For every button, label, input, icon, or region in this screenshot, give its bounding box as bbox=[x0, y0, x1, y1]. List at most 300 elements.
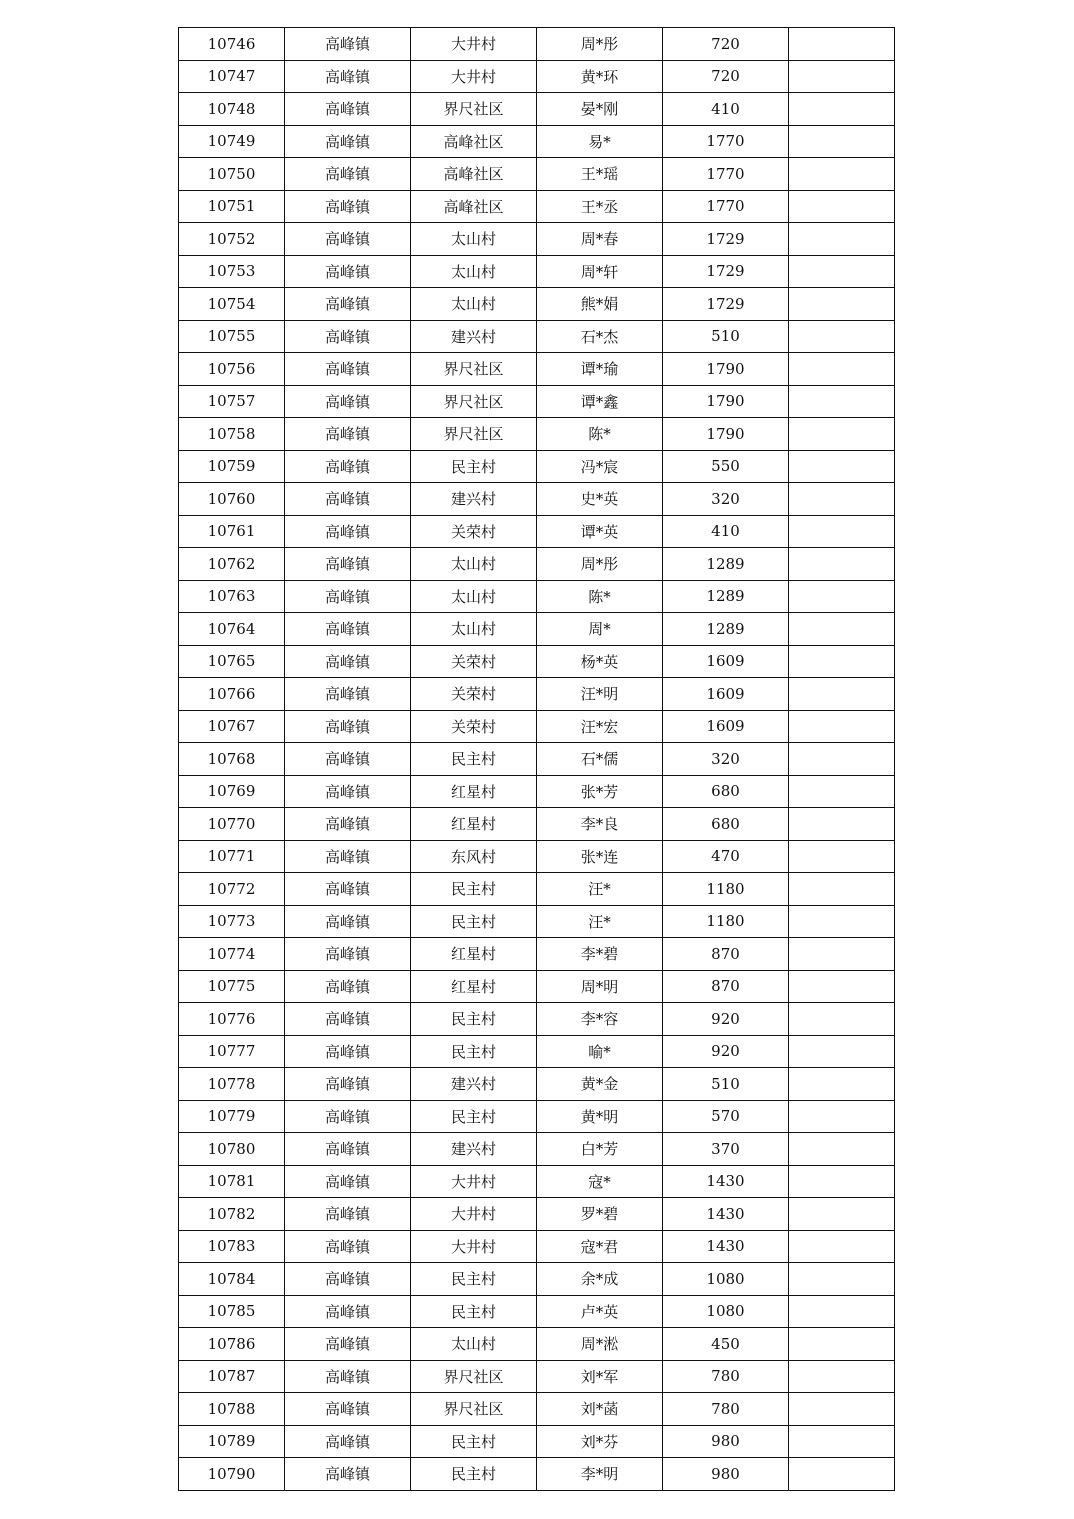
amount-cell: 370 bbox=[663, 1133, 789, 1166]
amount-cell: 1609 bbox=[663, 710, 789, 743]
town-cell: 高峰镇 bbox=[285, 190, 411, 223]
row-number-cell: 10775 bbox=[179, 970, 285, 1003]
remark-cell bbox=[789, 1133, 895, 1166]
name-cell: 石*杰 bbox=[537, 320, 663, 353]
amount-cell: 1729 bbox=[663, 255, 789, 288]
village-cell: 民主村 bbox=[411, 743, 537, 776]
name-cell: 陈* bbox=[537, 418, 663, 451]
row-number-cell: 10787 bbox=[179, 1360, 285, 1393]
village-cell: 高峰社区 bbox=[411, 125, 537, 158]
table-row bbox=[179, 418, 895, 451]
name-cell: 寇*君 bbox=[537, 1230, 663, 1263]
amount-cell: 780 bbox=[663, 1393, 789, 1426]
name-cell: 周*淞 bbox=[537, 1328, 663, 1361]
name-cell: 汪*明 bbox=[537, 678, 663, 711]
remark-cell bbox=[789, 1360, 895, 1393]
row-number-cell: 10772 bbox=[179, 873, 285, 906]
name-cell: 谭*鑫 bbox=[537, 385, 663, 418]
village-cell: 关荣村 bbox=[411, 515, 537, 548]
remark-cell bbox=[789, 905, 895, 938]
name-cell: 杨*英 bbox=[537, 645, 663, 678]
amount-cell: 1430 bbox=[663, 1165, 789, 1198]
amount-cell: 720 bbox=[663, 60, 789, 93]
amount-cell: 920 bbox=[663, 1003, 789, 1036]
name-cell: 卢*英 bbox=[537, 1295, 663, 1328]
table-row bbox=[179, 938, 895, 971]
amount-cell: 1729 bbox=[663, 288, 789, 321]
town-cell: 高峰镇 bbox=[285, 1295, 411, 1328]
village-cell: 民主村 bbox=[411, 1100, 537, 1133]
name-cell: 冯*宸 bbox=[537, 450, 663, 483]
table-row bbox=[179, 450, 895, 483]
amount-cell: 1770 bbox=[663, 125, 789, 158]
row-number-cell: 10760 bbox=[179, 483, 285, 516]
town-cell: 高峰镇 bbox=[285, 938, 411, 971]
table-row bbox=[179, 905, 895, 938]
name-cell: 黄*环 bbox=[537, 60, 663, 93]
town-cell: 高峰镇 bbox=[285, 1003, 411, 1036]
amount-cell: 1790 bbox=[663, 385, 789, 418]
village-cell: 太山村 bbox=[411, 613, 537, 646]
name-cell: 谭*英 bbox=[537, 515, 663, 548]
remark-cell bbox=[789, 28, 895, 61]
name-cell: 余*成 bbox=[537, 1263, 663, 1296]
village-cell: 红星村 bbox=[411, 775, 537, 808]
table-row bbox=[179, 1458, 895, 1491]
name-cell: 张*连 bbox=[537, 840, 663, 873]
village-cell: 太山村 bbox=[411, 255, 537, 288]
table-row bbox=[179, 1165, 895, 1198]
village-cell: 界尺社区 bbox=[411, 93, 537, 126]
town-cell: 高峰镇 bbox=[285, 353, 411, 386]
town-cell: 高峰镇 bbox=[285, 60, 411, 93]
remark-cell bbox=[789, 353, 895, 386]
table-row bbox=[179, 1068, 895, 1101]
town-cell: 高峰镇 bbox=[285, 515, 411, 548]
table-row bbox=[179, 190, 895, 223]
town-cell: 高峰镇 bbox=[285, 223, 411, 256]
table-row bbox=[179, 28, 895, 61]
table-row bbox=[179, 548, 895, 581]
row-number-cell: 10747 bbox=[179, 60, 285, 93]
table-row bbox=[179, 645, 895, 678]
table-row bbox=[179, 1133, 895, 1166]
row-number-cell: 10782 bbox=[179, 1198, 285, 1231]
row-number-cell: 10748 bbox=[179, 93, 285, 126]
remark-cell bbox=[789, 93, 895, 126]
table-row bbox=[179, 743, 895, 776]
table-row bbox=[179, 288, 895, 321]
remark-cell bbox=[789, 1035, 895, 1068]
town-cell: 高峰镇 bbox=[285, 645, 411, 678]
table-row bbox=[179, 808, 895, 841]
village-cell: 民主村 bbox=[411, 873, 537, 906]
row-number-cell: 10768 bbox=[179, 743, 285, 776]
village-cell: 民主村 bbox=[411, 1035, 537, 1068]
row-number-cell: 10789 bbox=[179, 1425, 285, 1458]
village-cell: 民主村 bbox=[411, 1263, 537, 1296]
village-cell: 太山村 bbox=[411, 223, 537, 256]
village-cell: 界尺社区 bbox=[411, 418, 537, 451]
amount-cell: 780 bbox=[663, 1360, 789, 1393]
row-number-cell: 10773 bbox=[179, 905, 285, 938]
amount-cell: 1289 bbox=[663, 580, 789, 613]
row-number-cell: 10786 bbox=[179, 1328, 285, 1361]
amount-cell: 1080 bbox=[663, 1295, 789, 1328]
town-cell: 高峰镇 bbox=[285, 873, 411, 906]
amount-cell: 1609 bbox=[663, 645, 789, 678]
row-number-cell: 10785 bbox=[179, 1295, 285, 1328]
row-number-cell: 10766 bbox=[179, 678, 285, 711]
table-row bbox=[179, 255, 895, 288]
row-number-cell: 10780 bbox=[179, 1133, 285, 1166]
name-cell: 熊*娟 bbox=[537, 288, 663, 321]
table-row bbox=[179, 1003, 895, 1036]
town-cell: 高峰镇 bbox=[285, 255, 411, 288]
town-cell: 高峰镇 bbox=[285, 1133, 411, 1166]
table-row bbox=[179, 483, 895, 516]
remark-cell bbox=[789, 710, 895, 743]
row-number-cell: 10771 bbox=[179, 840, 285, 873]
town-cell: 高峰镇 bbox=[285, 418, 411, 451]
table-row bbox=[179, 60, 895, 93]
name-cell: 刘*菡 bbox=[537, 1393, 663, 1426]
remark-cell bbox=[789, 743, 895, 776]
remark-cell bbox=[789, 548, 895, 581]
town-cell: 高峰镇 bbox=[285, 1068, 411, 1101]
amount-cell: 470 bbox=[663, 840, 789, 873]
remark-cell bbox=[789, 1328, 895, 1361]
table-row bbox=[179, 93, 895, 126]
remark-cell bbox=[789, 288, 895, 321]
table-row bbox=[179, 515, 895, 548]
town-cell: 高峰镇 bbox=[285, 840, 411, 873]
village-cell: 界尺社区 bbox=[411, 1360, 537, 1393]
name-cell: 黄*金 bbox=[537, 1068, 663, 1101]
remark-cell bbox=[789, 1003, 895, 1036]
row-number-cell: 10767 bbox=[179, 710, 285, 743]
village-cell: 建兴村 bbox=[411, 1133, 537, 1166]
town-cell: 高峰镇 bbox=[285, 28, 411, 61]
row-number-cell: 10756 bbox=[179, 353, 285, 386]
row-number-cell: 10764 bbox=[179, 613, 285, 646]
table-row bbox=[179, 1360, 895, 1393]
remark-cell bbox=[789, 938, 895, 971]
table-row bbox=[179, 580, 895, 613]
name-cell: 周*轩 bbox=[537, 255, 663, 288]
name-cell: 周*明 bbox=[537, 970, 663, 1003]
town-cell: 高峰镇 bbox=[285, 743, 411, 776]
name-cell: 王*丞 bbox=[537, 190, 663, 223]
town-cell: 高峰镇 bbox=[285, 678, 411, 711]
village-cell: 高峰社区 bbox=[411, 158, 537, 191]
amount-cell: 720 bbox=[663, 28, 789, 61]
name-cell: 刘*军 bbox=[537, 1360, 663, 1393]
remark-cell bbox=[789, 1295, 895, 1328]
remark-cell bbox=[789, 60, 895, 93]
amount-cell: 1790 bbox=[663, 418, 789, 451]
town-cell: 高峰镇 bbox=[285, 125, 411, 158]
village-cell: 大井村 bbox=[411, 1230, 537, 1263]
name-cell: 晏*刚 bbox=[537, 93, 663, 126]
village-cell: 关荣村 bbox=[411, 645, 537, 678]
amount-cell: 1289 bbox=[663, 613, 789, 646]
table-row bbox=[179, 125, 895, 158]
remark-cell bbox=[789, 158, 895, 191]
row-number-cell: 10762 bbox=[179, 548, 285, 581]
village-cell: 太山村 bbox=[411, 288, 537, 321]
village-cell: 民主村 bbox=[411, 1425, 537, 1458]
table-row bbox=[179, 1393, 895, 1426]
town-cell: 高峰镇 bbox=[285, 1393, 411, 1426]
table-row bbox=[179, 353, 895, 386]
table-row bbox=[179, 840, 895, 873]
village-cell: 大井村 bbox=[411, 1165, 537, 1198]
town-cell: 高峰镇 bbox=[285, 93, 411, 126]
remark-cell bbox=[789, 970, 895, 1003]
name-cell: 周* bbox=[537, 613, 663, 646]
village-cell: 界尺社区 bbox=[411, 353, 537, 386]
remark-cell bbox=[789, 255, 895, 288]
amount-cell: 1430 bbox=[663, 1198, 789, 1231]
row-number-cell: 10754 bbox=[179, 288, 285, 321]
table-body bbox=[179, 28, 895, 1491]
row-number-cell: 10759 bbox=[179, 450, 285, 483]
amount-cell: 680 bbox=[663, 775, 789, 808]
row-number-cell: 10765 bbox=[179, 645, 285, 678]
amount-cell: 1609 bbox=[663, 678, 789, 711]
table-row bbox=[179, 1230, 895, 1263]
remark-cell bbox=[789, 775, 895, 808]
amount-cell: 680 bbox=[663, 808, 789, 841]
amount-cell: 1729 bbox=[663, 223, 789, 256]
row-number-cell: 10752 bbox=[179, 223, 285, 256]
town-cell: 高峰镇 bbox=[285, 905, 411, 938]
table-row bbox=[179, 223, 895, 256]
row-number-cell: 10753 bbox=[179, 255, 285, 288]
remark-cell bbox=[789, 580, 895, 613]
remark-cell bbox=[789, 190, 895, 223]
town-cell: 高峰镇 bbox=[285, 710, 411, 743]
remark-cell bbox=[789, 385, 895, 418]
town-cell: 高峰镇 bbox=[285, 1230, 411, 1263]
village-cell: 民主村 bbox=[411, 905, 537, 938]
row-number-cell: 10790 bbox=[179, 1458, 285, 1491]
town-cell: 高峰镇 bbox=[285, 450, 411, 483]
name-cell: 李*容 bbox=[537, 1003, 663, 1036]
name-cell: 石*儒 bbox=[537, 743, 663, 776]
amount-cell: 1180 bbox=[663, 873, 789, 906]
village-cell: 太山村 bbox=[411, 580, 537, 613]
amount-cell: 410 bbox=[663, 93, 789, 126]
village-cell: 建兴村 bbox=[411, 483, 537, 516]
name-cell: 寇* bbox=[537, 1165, 663, 1198]
name-cell: 罗*碧 bbox=[537, 1198, 663, 1231]
row-number-cell: 10779 bbox=[179, 1100, 285, 1133]
row-number-cell: 10749 bbox=[179, 125, 285, 158]
amount-cell: 320 bbox=[663, 743, 789, 776]
amount-cell: 1289 bbox=[663, 548, 789, 581]
table-row bbox=[179, 613, 895, 646]
town-cell: 高峰镇 bbox=[285, 288, 411, 321]
amount-cell: 870 bbox=[663, 938, 789, 971]
amount-cell: 510 bbox=[663, 1068, 789, 1101]
row-number-cell: 10750 bbox=[179, 158, 285, 191]
remark-cell bbox=[789, 678, 895, 711]
remark-cell bbox=[789, 1068, 895, 1101]
village-cell: 红星村 bbox=[411, 808, 537, 841]
town-cell: 高峰镇 bbox=[285, 970, 411, 1003]
row-number-cell: 10757 bbox=[179, 385, 285, 418]
row-number-cell: 10761 bbox=[179, 515, 285, 548]
amount-cell: 320 bbox=[663, 483, 789, 516]
village-cell: 大井村 bbox=[411, 28, 537, 61]
table-row bbox=[179, 678, 895, 711]
town-cell: 高峰镇 bbox=[285, 1035, 411, 1068]
row-number-cell: 10784 bbox=[179, 1263, 285, 1296]
table-row bbox=[179, 1425, 895, 1458]
table-row bbox=[179, 970, 895, 1003]
row-number-cell: 10778 bbox=[179, 1068, 285, 1101]
table-row bbox=[179, 320, 895, 353]
name-cell: 周*彤 bbox=[537, 548, 663, 581]
village-cell: 民主村 bbox=[411, 1003, 537, 1036]
town-cell: 高峰镇 bbox=[285, 1165, 411, 1198]
town-cell: 高峰镇 bbox=[285, 1360, 411, 1393]
row-number-cell: 10769 bbox=[179, 775, 285, 808]
village-cell: 建兴村 bbox=[411, 1068, 537, 1101]
row-number-cell: 10746 bbox=[179, 28, 285, 61]
name-cell: 刘*芬 bbox=[537, 1425, 663, 1458]
remark-cell bbox=[789, 1198, 895, 1231]
village-cell: 界尺社区 bbox=[411, 1393, 537, 1426]
amount-cell: 980 bbox=[663, 1425, 789, 1458]
town-cell: 高峰镇 bbox=[285, 548, 411, 581]
remark-cell bbox=[789, 223, 895, 256]
amount-cell: 1770 bbox=[663, 190, 789, 223]
remark-cell bbox=[789, 483, 895, 516]
table-row bbox=[179, 1198, 895, 1231]
town-cell: 高峰镇 bbox=[285, 483, 411, 516]
village-cell: 关荣村 bbox=[411, 678, 537, 711]
remark-cell bbox=[789, 450, 895, 483]
name-cell: 谭*瑜 bbox=[537, 353, 663, 386]
amount-cell: 1080 bbox=[663, 1263, 789, 1296]
name-cell: 白*芳 bbox=[537, 1133, 663, 1166]
name-cell: 汪* bbox=[537, 873, 663, 906]
town-cell: 高峰镇 bbox=[285, 808, 411, 841]
remark-cell bbox=[789, 1425, 895, 1458]
name-cell: 李*碧 bbox=[537, 938, 663, 971]
town-cell: 高峰镇 bbox=[285, 158, 411, 191]
remark-cell bbox=[789, 645, 895, 678]
village-cell: 民主村 bbox=[411, 1295, 537, 1328]
name-cell: 李*明 bbox=[537, 1458, 663, 1491]
town-cell: 高峰镇 bbox=[285, 385, 411, 418]
town-cell: 高峰镇 bbox=[285, 580, 411, 613]
table-row bbox=[179, 158, 895, 191]
row-number-cell: 10776 bbox=[179, 1003, 285, 1036]
name-cell: 喻* bbox=[537, 1035, 663, 1068]
remark-cell bbox=[789, 125, 895, 158]
name-cell: 汪* bbox=[537, 905, 663, 938]
name-cell: 陈* bbox=[537, 580, 663, 613]
village-cell: 民主村 bbox=[411, 450, 537, 483]
amount-cell: 1430 bbox=[663, 1230, 789, 1263]
town-cell: 高峰镇 bbox=[285, 1100, 411, 1133]
village-cell: 太山村 bbox=[411, 1328, 537, 1361]
amount-cell: 1180 bbox=[663, 905, 789, 938]
town-cell: 高峰镇 bbox=[285, 1458, 411, 1491]
row-number-cell: 10755 bbox=[179, 320, 285, 353]
name-cell: 周*春 bbox=[537, 223, 663, 256]
data-table bbox=[178, 27, 895, 1491]
village-cell: 东风村 bbox=[411, 840, 537, 873]
village-cell: 高峰社区 bbox=[411, 190, 537, 223]
town-cell: 高峰镇 bbox=[285, 1328, 411, 1361]
village-cell: 界尺社区 bbox=[411, 385, 537, 418]
table-row bbox=[179, 1263, 895, 1296]
town-cell: 高峰镇 bbox=[285, 320, 411, 353]
village-cell: 建兴村 bbox=[411, 320, 537, 353]
name-cell: 周*彤 bbox=[537, 28, 663, 61]
table-row bbox=[179, 873, 895, 906]
row-number-cell: 10783 bbox=[179, 1230, 285, 1263]
remark-cell bbox=[789, 515, 895, 548]
name-cell: 黄*明 bbox=[537, 1100, 663, 1133]
remark-cell bbox=[789, 1165, 895, 1198]
remark-cell bbox=[789, 320, 895, 353]
table-row bbox=[179, 1328, 895, 1361]
town-cell: 高峰镇 bbox=[285, 1425, 411, 1458]
amount-cell: 980 bbox=[663, 1458, 789, 1491]
table-row bbox=[179, 385, 895, 418]
amount-cell: 570 bbox=[663, 1100, 789, 1133]
name-cell: 易* bbox=[537, 125, 663, 158]
town-cell: 高峰镇 bbox=[285, 775, 411, 808]
remark-cell bbox=[789, 873, 895, 906]
remark-cell bbox=[789, 613, 895, 646]
remark-cell bbox=[789, 1393, 895, 1426]
row-number-cell: 10763 bbox=[179, 580, 285, 613]
amount-cell: 550 bbox=[663, 450, 789, 483]
row-number-cell: 10777 bbox=[179, 1035, 285, 1068]
table-row bbox=[179, 710, 895, 743]
row-number-cell: 10774 bbox=[179, 938, 285, 971]
village-cell: 红星村 bbox=[411, 938, 537, 971]
amount-cell: 870 bbox=[663, 970, 789, 1003]
row-number-cell: 10770 bbox=[179, 808, 285, 841]
village-cell: 红星村 bbox=[411, 970, 537, 1003]
row-number-cell: 10781 bbox=[179, 1165, 285, 1198]
row-number-cell: 10751 bbox=[179, 190, 285, 223]
village-cell: 关荣村 bbox=[411, 710, 537, 743]
town-cell: 高峰镇 bbox=[285, 1263, 411, 1296]
table-row bbox=[179, 775, 895, 808]
village-cell: 大井村 bbox=[411, 60, 537, 93]
row-number-cell: 10758 bbox=[179, 418, 285, 451]
village-cell: 太山村 bbox=[411, 548, 537, 581]
table-row bbox=[179, 1295, 895, 1328]
amount-cell: 510 bbox=[663, 320, 789, 353]
row-number-cell: 10788 bbox=[179, 1393, 285, 1426]
amount-cell: 450 bbox=[663, 1328, 789, 1361]
name-cell: 史*英 bbox=[537, 483, 663, 516]
name-cell: 汪*宏 bbox=[537, 710, 663, 743]
remark-cell bbox=[789, 1230, 895, 1263]
village-cell: 大井村 bbox=[411, 1198, 537, 1231]
name-cell: 张*芳 bbox=[537, 775, 663, 808]
